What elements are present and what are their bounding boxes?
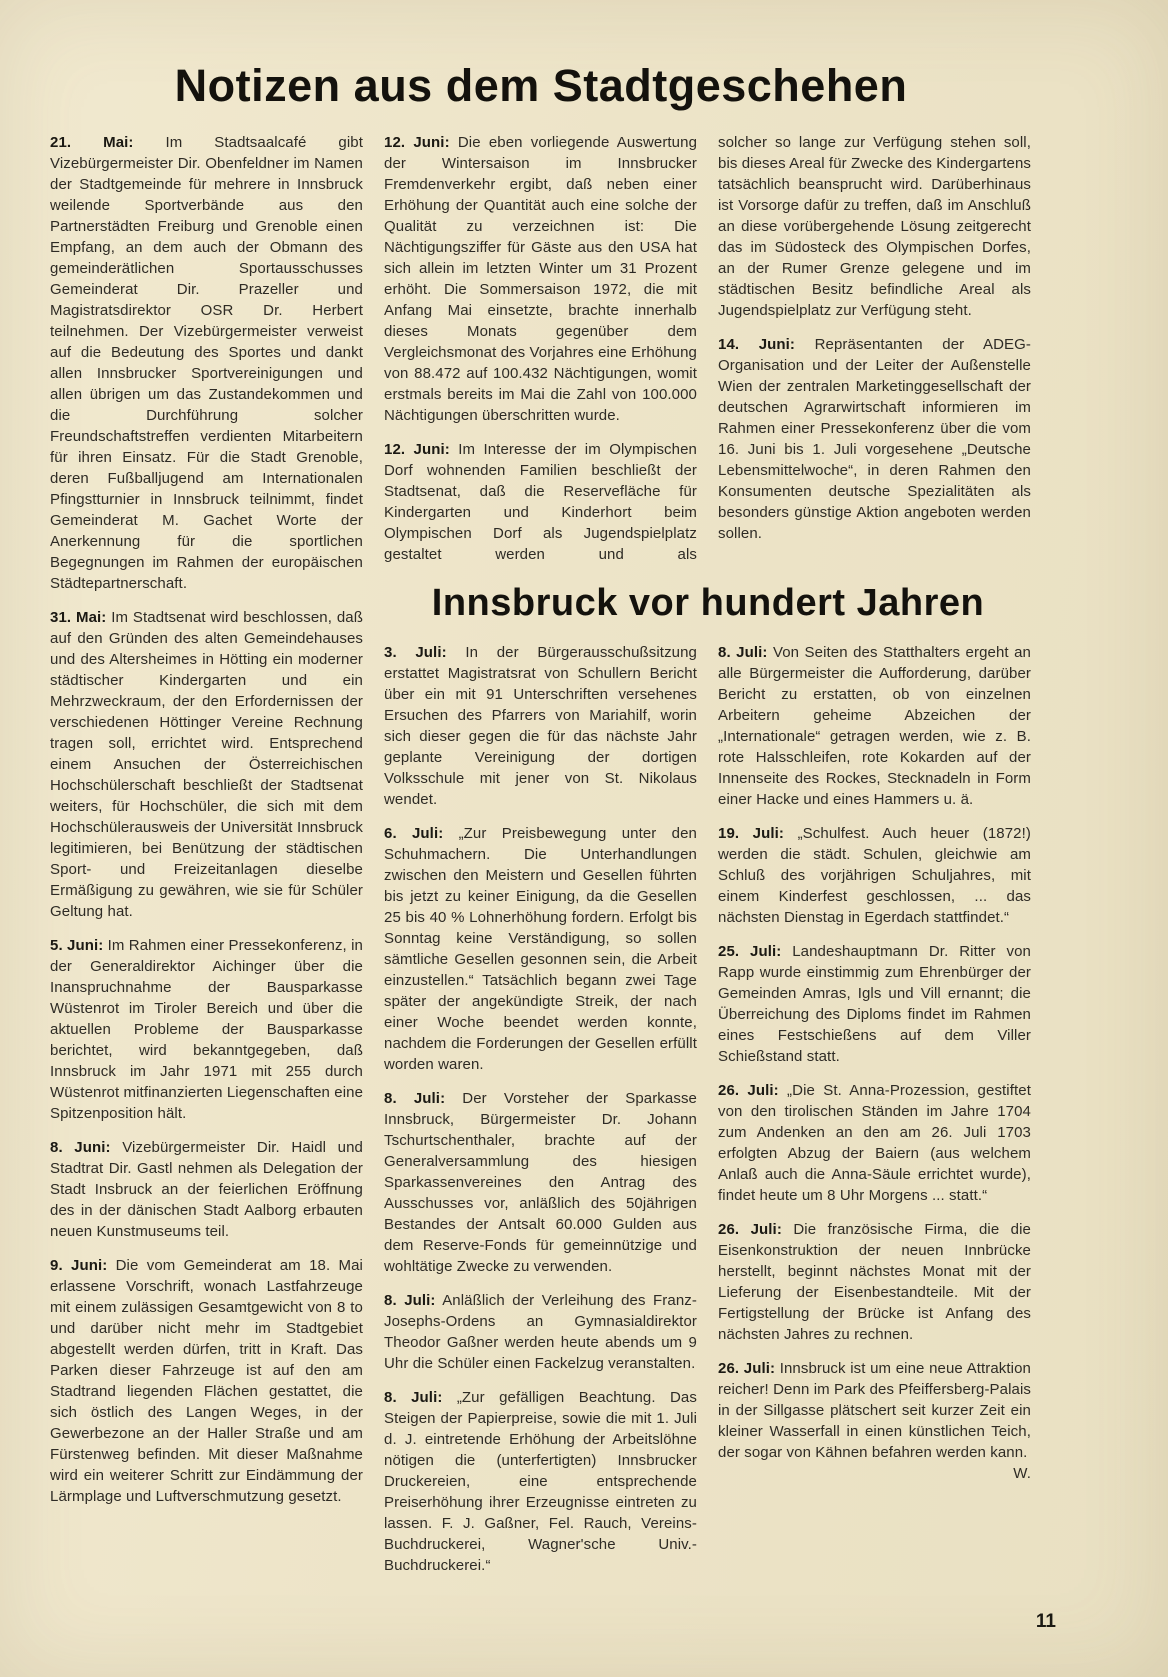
news-entry: [718, 1219, 1031, 1345]
entry-text: Im Rahmen einer Pressekonferenz, in der Generaldirektor Aichinger über die Inanspruchnahme der Bausparkasse Wüstenrot im Tiroler Bereich und über die aktuellen Probleme der Bausparkasse berichtet, wird bekanntgegeben, daß Innsbruck im Jahr 1971 mit 255 durch Wüstenrot mitfinanzierten Liegenschaften eine Spitzenposition hält.: [50, 937, 364, 1122]
page-content: [50, 62, 1032, 1589]
entry-text: „Zur Preisbewegung unter den Schuhmachern. Die Unterhandlungen zwischen den Meistern und Gesellen führten bis jetzt zu keiner Einigung, da die Gesellen 25 bis 40 % Lohnerhöhung fordern. Erfolgt bis Sonntag keine Verständigung, so sollen sämtliche Gesellen gesonnen sein, die Arbeit einzustellen.“ Tatsächlich begann zwei Tage später der angekündigte Streik, der nach einer Woche beendet werden konnte, nachdem die Forderungen der Gesellen erfüllt worden waren.: [384, 825, 697, 1073]
news-entry: [50, 935, 363, 1124]
news-entry-continuation: [718, 132, 1031, 321]
entry-date: 19. Juli:: [718, 825, 785, 842]
entry-text: Der Vorsteher der Sparkasse Innsbruck, Bürgermeister Dr. Johann Tschurtschenthaler, brachte auf der Generalversammlung des hiesigen Sparkassenvereines den Antrag des Ausschusses vor, anläßlich des 50jährigen Bestandes der Antsalt 60.000 Gulden aus dem Reserve-Fonds für gemeinnützige und wohltätige Zwecke zu verwenden.: [384, 1090, 697, 1275]
news-entry: [718, 642, 1031, 810]
page-number: 11: [1035, 1611, 1056, 1632]
entry-text: Anläßlich der Verleihung des Franz-Josephs-Ordens an Gymnasialdirektor Theodor Gaßner werden heute abends um 9 Uhr die Schüler einen Fackelzug veranstalten.: [384, 1292, 697, 1372]
section-title: Innsbruck vor hundert Jahren: [431, 582, 985, 624]
right-region: [384, 132, 1032, 1589]
notizen-top-section: [384, 132, 1032, 578]
news-entry: [50, 132, 363, 594]
entry-text: solcher so lange zur Verfügung stehen soll, bis dieses Areal für Zwecke des Kindergartens tatsächlich beansprucht wird. Darüberhinaus ist Vorsorge dafür zu treffen, daß im Anschluß an diese vorübergehende Lösung zeitgerecht das im Südosteck des Olympischen Dorfes, an der Rumer Grenze gelegene und im städtischen Besitz befindliche Areal als Jugendspielplatz zur Verfügung steht.: [718, 134, 1031, 319]
column-layout: [50, 132, 1032, 1589]
column-2-bottom: [384, 642, 697, 1589]
entry-text: Im Interesse der im Olympischen Dorf wohnenden Familien beschließt der Stadtsenat, daß die Reservefläche für Kindergarten und Kinderhort beim Olympischen Dorf als Jugendspielplatz gestaltet werden und als: [384, 441, 697, 563]
column-3-bottom: [718, 642, 1031, 1484]
news-entry: [384, 1290, 697, 1374]
entry-date: 25. Juli:: [718, 943, 782, 960]
entry-date: 8. Juli:: [384, 1090, 446, 1107]
entry-text: Vizebürgermeister Dir. Haidl und Stadtrat Dir. Gastl nehmen als Delegation der Stadt Insbruck an der feierlichen Eröffnung des in der dänischen Stadt Aalborg erbauten neuen Kunstmuseums teil.: [50, 1139, 363, 1240]
author-initial: W.: [1013, 1465, 1031, 1482]
entry-date: 9. Juni:: [50, 1257, 108, 1274]
entry-text: Innsbruck ist um eine neue Attraktion reicher! Denn im Park des Pfeiffersberg-Palais in der Sillgasse plätschert seit kurzer Zeit ein kleiner Wasserfall in einen künstlichen Teich, der sogar von Kähnen befahren werden kann.: [718, 1360, 1031, 1461]
entry-date: 12. Juni:: [384, 441, 450, 458]
entry-text: „Die St. Anna-Prozession, gestiftet von den tirolischen Ständen im Jahre 1704 zum Andenken an den am 26. Juli 1703 erfolgten Abzug der Baiern (aus welchem Anlaß auch die Anna-Säule errichtet wurde), findet heute um 8 Uhr Morgens ... statt.“: [718, 1082, 1031, 1204]
news-entry: [718, 941, 1031, 1067]
entry-date: 14. Juni:: [718, 336, 796, 353]
news-entry: [384, 642, 697, 810]
news-entry: [384, 1387, 697, 1576]
entry-date: 31. Mai:: [50, 609, 107, 626]
news-entry: [384, 132, 697, 426]
news-entry: [50, 607, 363, 922]
entry-text: Die vom Gemeinderat am 18. Mai erlassene Vorschrift, wonach Lastfahrzeuge mit einem zulässigen Gesamtgewicht von 8 to und darüber nicht mehr im Stadtgebiet abgestellt werden dürfen, tritt in Kraft. Das Parken dieser Fahrzeuge ist auf den am Stadtrand liegenden Flächen gestattet, die sich östlich des Langen Weges, in der Gewerbezone an der Haller Straße und am Fürstenweg befinden. Mit dieser Maßnahme wird ein weiterer Schritt zur Eindämmung der Lärmplage und Luftverschmutzung gesetzt.: [50, 1257, 363, 1505]
entry-text: Die eben vorliegende Auswertung der Wintersaison im Innsbrucker Fremdenverkehr ergibt, daß neben einer Erhöhung der Quantität auch eine solche der Qualität zu verzeichnen ist: Die Nächtigungsziffer für Gäste aus den USA hat sich allein im letzten Winter um 31 Prozent erhöht. Die Sommersaison 1972, die mit Anfang Mai einsetzte, brachte innerhalb dieses Monats gegenüber dem Vergleichsmonat des Vorjahres eine Erhöhung von 88.472 auf 100.432 Nächtigungen, womit erstmals bereits im Mai die Zahl von 100.000 Nächtigungen überschritten wurde.: [384, 134, 698, 424]
news-entry: [384, 439, 697, 565]
entry-text: Von Seiten des Statthalters ergeht an alle Bürgermeister die Aufforderung, darüber Bericht zu erstatten, ob von einzelnen Arbeitern geheime Abzeichen der „Internationale“ getragen werden, wie z. B. rote Halsschleifen, rote Kokarden auf der Innenseite des Rockes, Stecknadeln in Form einer Hacke und eines Hammers u. ä.: [718, 644, 1031, 808]
news-entry: [50, 1255, 363, 1507]
entry-date: 26. Juli:: [718, 1082, 779, 1099]
news-entry: [384, 823, 697, 1075]
entry-date: 6. Juli:: [384, 825, 444, 842]
column-1: [50, 132, 363, 1520]
entry-text: Im Stadtsaalcafé gibt Vizebürgermeister Dir. Obenfeldner im Namen der Stadtgemeinde für mehrere in Innsbruck weilende Sportverbände aus den Partnerstädten Freiburg und Grenoble einen Empfang, an dem auch der Obmann des gemeinderätlichen Sportausschusses Gemeinderat Dir. Prazeller und Magistratsdirektor OSR Dr. Herbert teilnehmen. Der Vizebürgermeister verweist auf die Bedeutung des Sportes und dankt allen Innsbrucker Sportvereinigungen und allen übrigen um das Zustandekommen und die Durchführung solcher Freundschaftstreffen verdienten Mitarbeitern für ihren Einsatz. Für die Stadt Grenoble, deren Fußballjugend am Internationalen Pfingstturnier in Innsbruck teilnimmt, findet Gemeinderat M. Gachet Worte der Anerkennung für die sportlichen Begegnungen im Rahmen der europäischen Städtepartnerschaft.: [50, 134, 363, 592]
column-2-top: [384, 132, 697, 578]
news-entry: [718, 1080, 1031, 1206]
page-title: Notizen aus dem Stadtgeschehen: [174, 60, 908, 111]
hundert-jahren-section: [384, 642, 1032, 1589]
entry-date: 8. Juli:: [384, 1389, 443, 1406]
entry-text: Landeshauptmann Dr. Ritter von Rapp wurde einstimmig zum Ehrenbürger der Gemeinden Amras, Igls und Vill ernannt; die Überreichung des Diploms findet im Rahmen eines Festschießens auf dem Viller Schießstand statt.: [718, 943, 1031, 1065]
entry-date: 21. Mai:: [50, 134, 134, 151]
column-3-top: [718, 132, 1031, 557]
entry-text: Im Stadtsenat wird beschlossen, daß auf den Gründen des alten Gemeindehauses und des Altersheimes in Hötting ein moderner städtischer Kindergarten und ein Mehrzweckraum, der den Erfordernissen der verschiedenen Höttinger Vereine Rechnung tragen soll, errichtet wird. Entsprechend einem Ansuchen der Österreichischen Hochschülerschaft beschließt der Stadtsenat weiters, für Hochschüler, die sich mit dem Hochschülerausweis der Universität Innsbruck legitimieren, bei Benützung der städtischen Sport- und Freizeitanlagen dieselbe Ermäßigung zu gewähren, wie sie für Schüler Geltung hat.: [50, 609, 363, 920]
news-entry: [50, 1137, 363, 1242]
entry-date: 3. Juli:: [384, 644, 447, 661]
news-entry: [384, 1088, 697, 1277]
entry-text: Repräsentanten der ADEG-Organisation und der Leiter der Außenstelle Wien der zentralen Marketinggesellschaft der deutschen Agrarwirtschaft informieren im Rahmen einer Pressekonferenz über die vom 16. Juni bis 1. Juli vorgesehene „Deutsche Lebensmittelwoche“, in deren Rahmen den Konsumenten deutsche Spezialitäten als besonders günstige Aktion angeboten werden sollen.: [718, 336, 1031, 542]
entry-date: 26. Juli:: [718, 1360, 776, 1377]
entry-text: Die französische Firma, die die Eisenkonstruktion der neuen Innbrücke herstellt, beginnt nächstes Monat mit der Lieferung der Eisenbestandteile. Mit der Fertigstellung der Brücke ist Anfang des nächsten Jahres zu rechnen.: [718, 1221, 1031, 1343]
entry-date: 12. Juni:: [384, 134, 450, 151]
news-entry: [718, 823, 1031, 928]
news-entry: [718, 334, 1031, 544]
entry-date: 8. Juli:: [384, 1292, 436, 1309]
entry-date: 8. Juli:: [718, 644, 768, 661]
entry-text: In der Bürgerausschußsitzung erstattet Magistratsrat von Schullern Bericht über ein mit 91 Unterschriften versehenes Ersuchen des Pfarrers von Mariahilf, worin sich dieser gegen die für das nächste Jahr geplante Vereinigung der dortigen Volksschule mit jener von St. Nikolaus wendet.: [384, 644, 697, 808]
news-entry: [718, 1358, 1031, 1482]
entry-text: „Zur gefälligen Beachtung. Das Steigen der Papierpreise, sowie die mit 1. Juli d. J. eintretende Erhöhung der Arbeitslöhne nötigen die (unterfertigten) Innsbrucker Druckereien, eine entsprechende Preiserhöhung ihrer Erzeugnisse eintreten zu lassen. F. J. Gaßner, Fel. Rauch, Vereins-Buchdruckerei, Wagner'sche Univ.-Buchdruckerei.“: [384, 1389, 697, 1574]
entry-date: 8. Juni:: [50, 1139, 111, 1156]
entry-date: 26. Juli:: [718, 1221, 782, 1238]
entry-date: 5. Juni:: [50, 937, 104, 954]
entry-text: „Schulfest. Auch heuer (1872!) werden die städt. Schulen, gleichwie am Schluß des vorjährigen Schuljahres, mit einem Kinderfest geschlossen, ... das nächsten Dienstag in Egerdach stattfindet.“: [718, 825, 1031, 926]
